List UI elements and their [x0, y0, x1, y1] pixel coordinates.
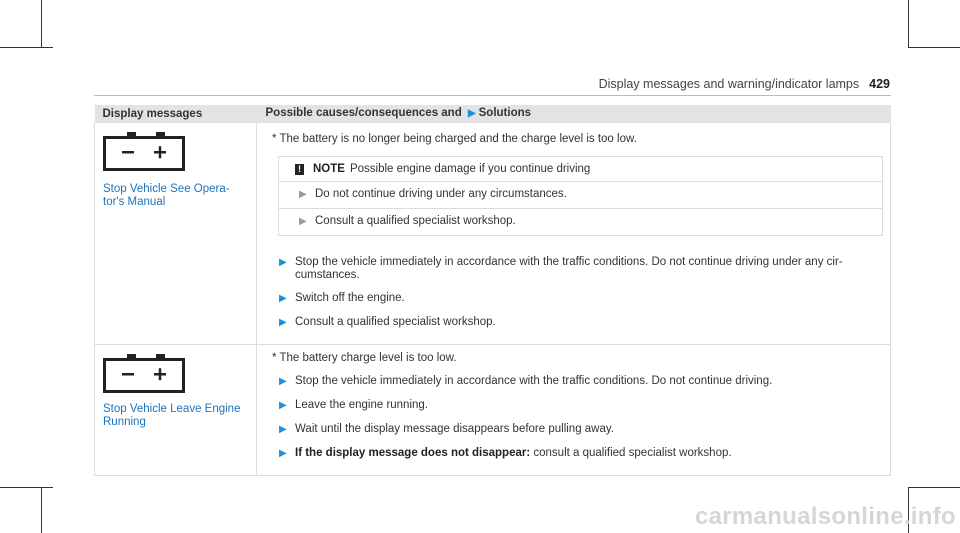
col-header-display-messages: Display messages [95, 105, 257, 123]
note-header [279, 157, 882, 182]
causes-cell [257, 345, 891, 476]
solution-step: ▶ Consult a qualified specialist workshop. [279, 316, 496, 328]
solution-step: ▶ Stop the vehicle immediately in accordance with the traffic conditions. Do not continue driving under any cir- cumstances. [279, 256, 843, 281]
note-text: Possible engine damage if you continue driving [349, 163, 591, 175]
display-messages-table [94, 105, 891, 476]
note-box [278, 156, 883, 236]
battery-icon [103, 353, 185, 393]
crop-mark [908, 487, 960, 488]
step-arrow-icon: ▶ [279, 293, 287, 304]
battery-icon [103, 131, 185, 171]
table-row [95, 345, 891, 476]
solution-steps [257, 256, 890, 344]
col-header-causes: Possible causes/consequences and ▶ Solutions [257, 105, 891, 123]
step-arrow-icon: ▶ [279, 448, 287, 459]
crop-mark [0, 47, 53, 48]
message-text: Stop Vehicle See Opera- tor's Manual [103, 183, 230, 208]
section-title: Display messages and warning/indicator lamps [598, 77, 860, 91]
causes-cell [257, 123, 891, 345]
table-row [95, 123, 891, 345]
cause-text: * The battery is no longer being charged and the charge level is too low. [272, 133, 637, 145]
step-arrow-icon: ▶ [279, 317, 287, 328]
step-arrow-icon: ▶ [299, 216, 307, 227]
message-text: Stop Vehicle Leave Engine Running [103, 403, 241, 428]
table-header-row [95, 105, 891, 123]
step-arrow-icon: ▶ [299, 189, 307, 200]
message-cell [95, 345, 257, 476]
cause-text: * The battery charge level is too low. [272, 352, 457, 364]
solution-step: ▶ If the display message does not disappear: consult a qualified specialist workshop. [279, 447, 732, 459]
crop-mark [908, 0, 909, 48]
note-step: ▶ Consult a qualified specialist workshop. [299, 215, 516, 227]
step-bold-lead: If the display message does not disappear: [295, 447, 531, 459]
message-cell [95, 123, 257, 345]
step-arrow-icon: ▶ [279, 424, 287, 435]
step-arrow-icon: ▶ [279, 257, 287, 268]
solution-steps [257, 375, 890, 475]
header-rule [94, 95, 891, 96]
solution-step: ▶ Switch off the engine. [279, 292, 405, 304]
note-label: NOTE [313, 163, 345, 175]
solution-step: ▶ Leave the engine running. [279, 399, 428, 411]
note-step: ▶ Do not continue driving under any circumstances. [279, 182, 882, 209]
step-arrow-icon: ▶ [279, 400, 287, 411]
crop-mark [0, 487, 53, 488]
crop-mark [908, 47, 960, 48]
solution-arrow-icon: ▶ [467, 107, 476, 119]
crop-mark [41, 487, 42, 533]
warning-icon: ! [295, 164, 304, 175]
page-number: 429 [869, 77, 890, 91]
watermark: carmanualsonline.info [694, 503, 956, 530]
page-header [599, 77, 890, 91]
solution-step: ▶ Wait until the display message disappears before pulling away. [279, 423, 614, 435]
step-arrow-icon: ▶ [279, 376, 287, 387]
solution-step: ▶ Stop the vehicle immediately in accordance with the traffic conditions. Do not continue driving. [279, 375, 773, 387]
crop-mark [41, 0, 42, 48]
